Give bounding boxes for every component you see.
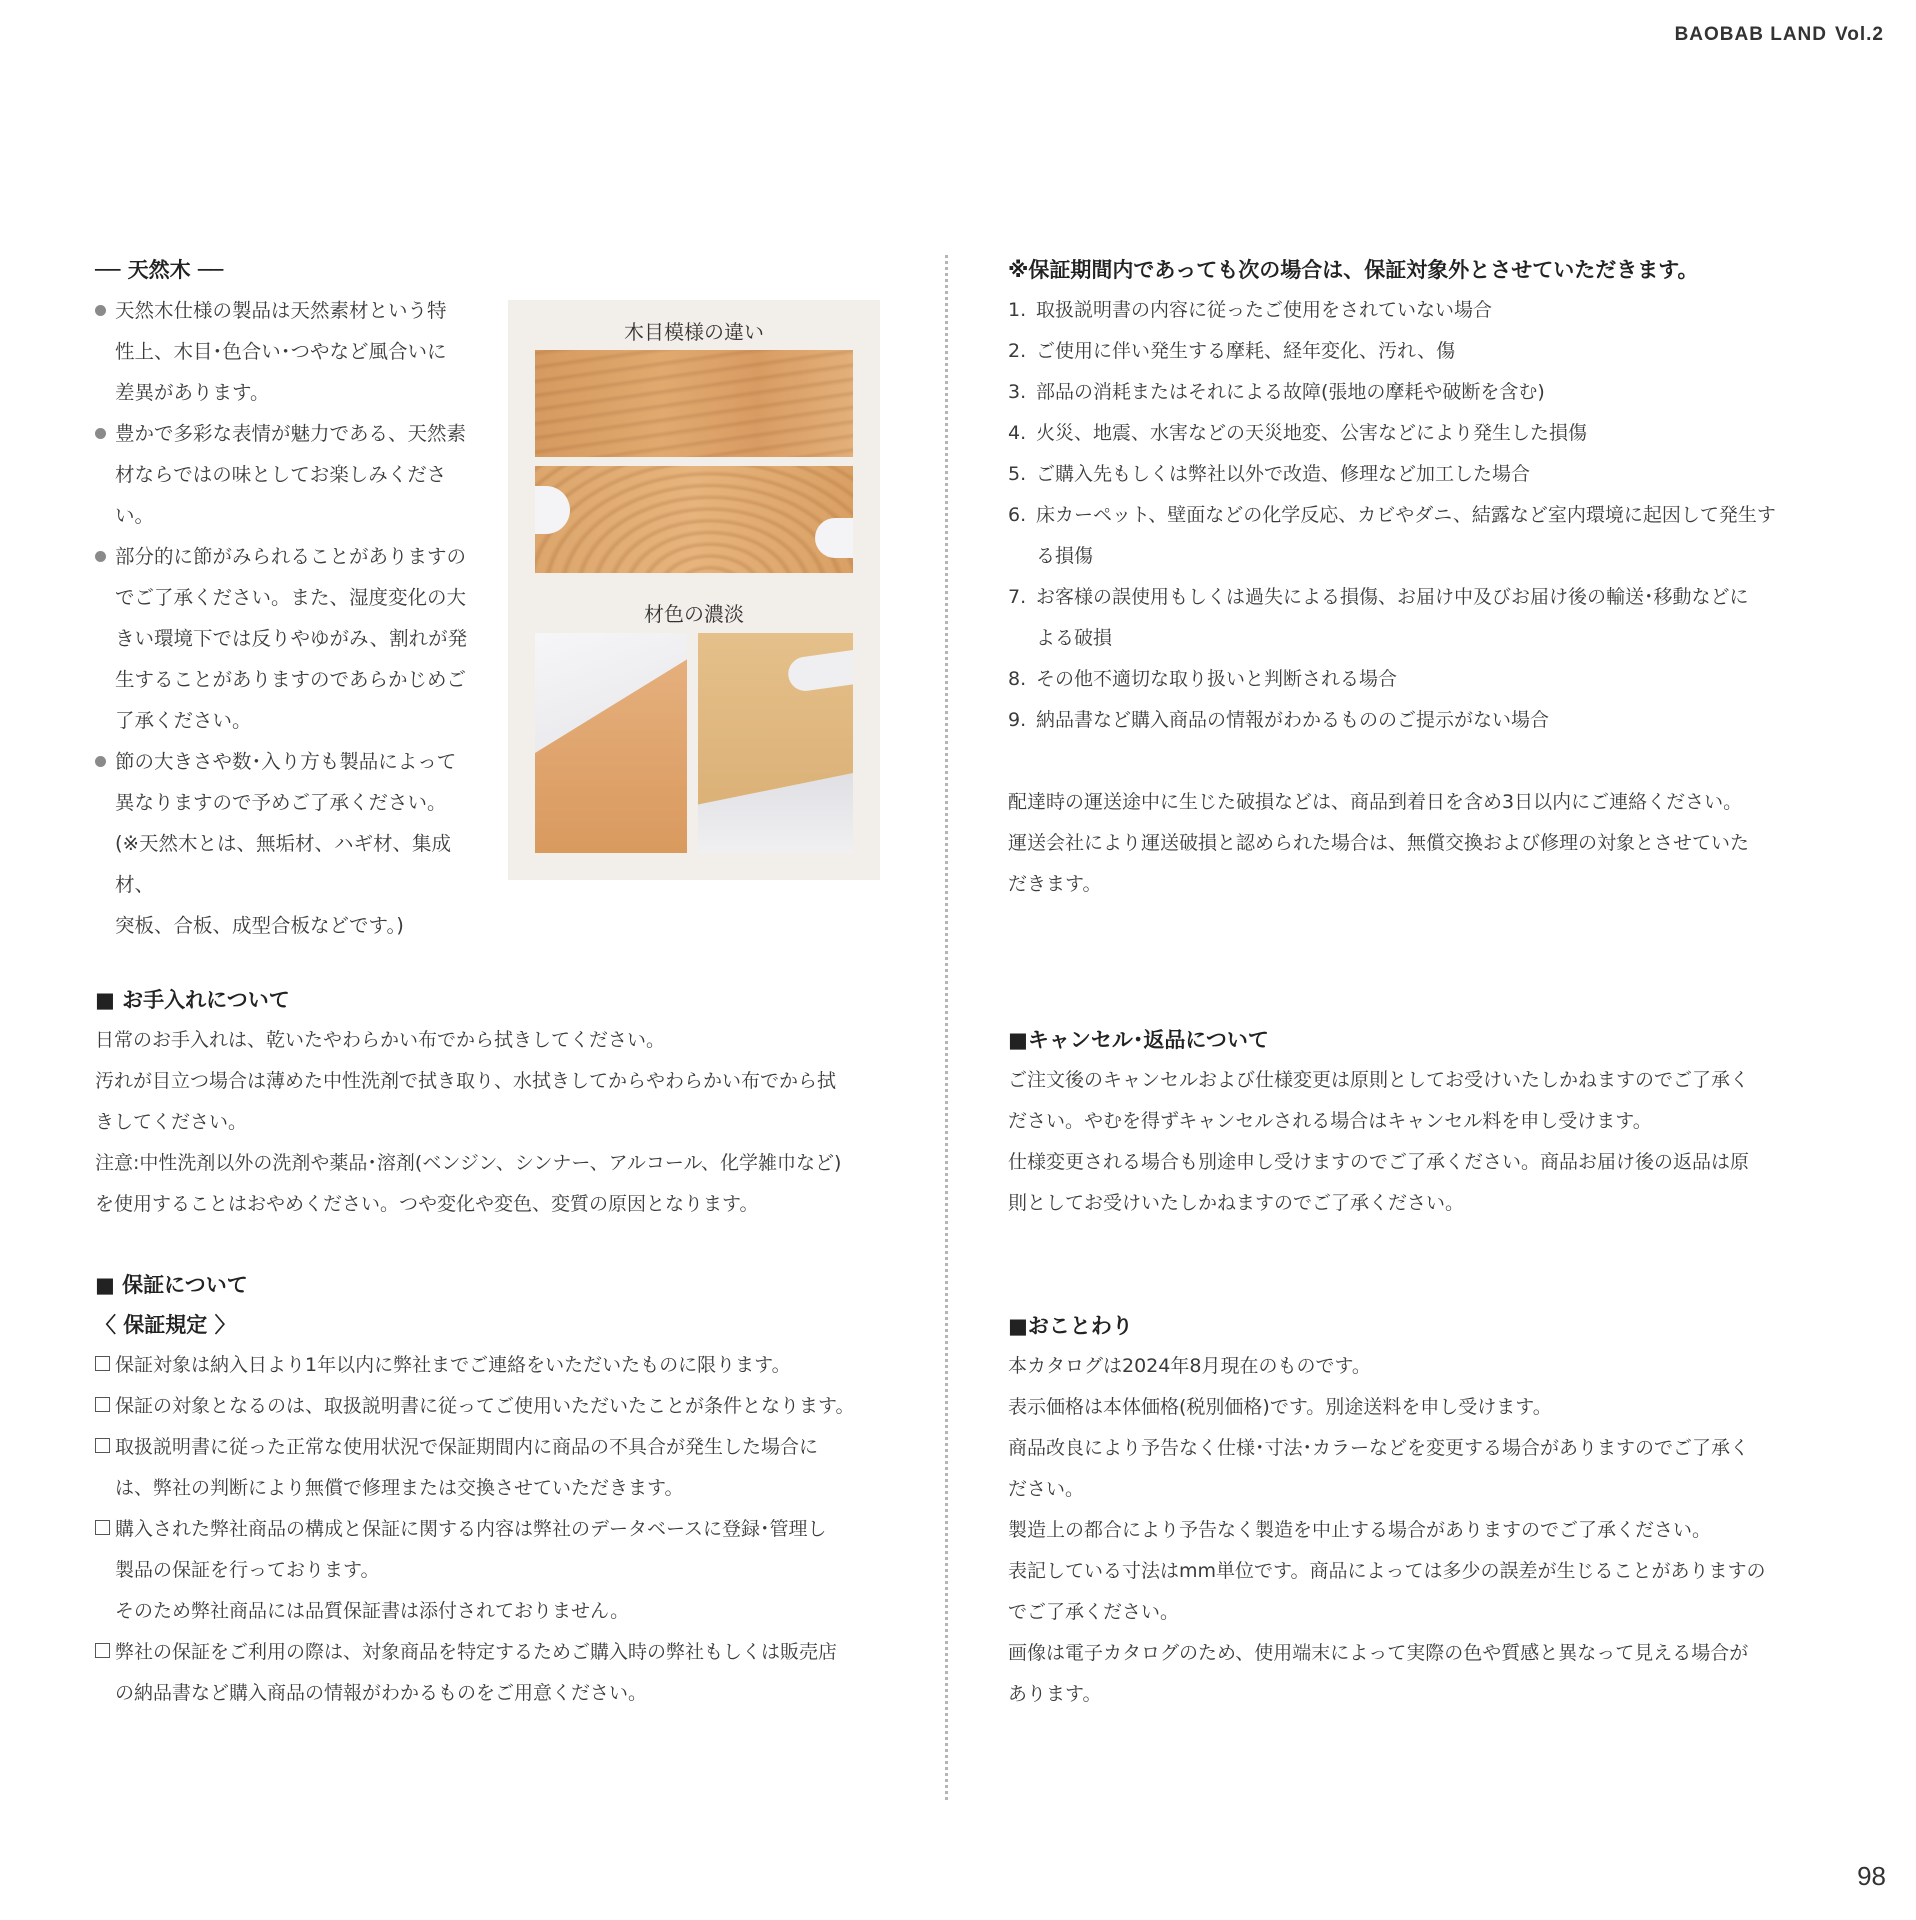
- care-line: 日常のお手入れは、乾いたやわらかい布でから拭きしてください。: [95, 1029, 666, 1051]
- cancel-line: 則としてお受けいたしかねますのでご了承ください。: [1008, 1192, 1465, 1214]
- warranty-line: 保証の対象となるのは、取扱説明書に従ってご使用いただいたことが条件となります。: [115, 1395, 855, 1417]
- warranty-item: [95, 1509, 885, 1632]
- bullet-icon: [95, 551, 106, 562]
- notice-line: でご了承ください。: [1008, 1601, 1180, 1623]
- cancel-section: [1008, 1020, 1808, 1224]
- checkbox-icon: [95, 1520, 110, 1535]
- item-number: 7.: [1008, 586, 1027, 608]
- notice-line: ださい。: [1008, 1478, 1085, 1500]
- wood-line: 天然木仕様の製品は天然素材という特: [115, 299, 447, 322]
- wood-grain-photo: [535, 466, 853, 573]
- exclusion-line: ご購入先もしくは弊社以外で改造、修理など加工した場合: [1036, 463, 1531, 485]
- notice-line: 表示価格は本体価格(税別価格)です。別途送料を申し受けます。: [1008, 1396, 1552, 1418]
- wood-line: 異なりますので予めご了承ください。: [115, 791, 447, 814]
- exclusion-line: よる破損: [1036, 627, 1113, 649]
- wood-line: 性上、木目･色合い･つやなど風合いに: [115, 340, 447, 363]
- wood-item: [95, 741, 475, 823]
- notice-line: 本カタログは2024年8月現在のものです。: [1008, 1355, 1371, 1377]
- warranty-subtitle: 〈 保証規定 〉: [95, 1313, 236, 1337]
- wood-tone-photo: [535, 633, 687, 853]
- delivery-line: だきます。: [1008, 873, 1102, 895]
- cancel-title: ■キャンセル･返品について: [1008, 1028, 1269, 1052]
- exclusions-section: [1008, 250, 1808, 905]
- exclusion-item: [1008, 700, 1808, 741]
- notice-section: [1008, 1306, 1808, 1715]
- warranty-item: [95, 1345, 885, 1386]
- wood-list: [95, 290, 475, 946]
- warranty-title: ■ 保証について: [95, 1273, 248, 1297]
- notice-line: 画像は電子カタログのため、使用端末によって実際の色や質感と異なって見える場合が: [1008, 1642, 1749, 1664]
- exclusion-item: [1008, 413, 1808, 454]
- wood-grain-photo: [535, 350, 853, 457]
- exclusion-line: る損傷: [1036, 545, 1094, 567]
- warranty-line: 製品の保証を行っております。: [115, 1559, 380, 1581]
- checkbox-icon: [95, 1356, 110, 1371]
- color-tone-label: 材色の濃淡: [644, 602, 744, 626]
- wood-note: [95, 823, 475, 946]
- care-title: ■ お手入れについて: [95, 988, 290, 1012]
- bullet-icon: [95, 756, 106, 767]
- item-number: 2.: [1008, 340, 1027, 362]
- warranty-item: [95, 1632, 885, 1714]
- notice-line: 製造上の都合により予告なく製造を中止する場合がありますのでご了承ください。: [1008, 1519, 1712, 1541]
- exclusion-item: [1008, 577, 1808, 659]
- checkbox-icon: [95, 1438, 110, 1453]
- exclusion-line: 火災、地震、水害などの天災地変、公害などにより発生した損傷: [1036, 422, 1588, 444]
- catalog-header: [1675, 24, 1884, 46]
- warranty-line: 弊社の保証をご利用の際は、対象商品を特定するためご購入時の弊社もしくは販売店: [115, 1641, 838, 1663]
- warranty-line: は、弊社の判断により無償で修理または交換させていただきます。: [115, 1477, 684, 1499]
- care-line: を使用することはおやめください。つや変化や変色、変質の原因となります。: [95, 1193, 759, 1215]
- checkbox-icon: [95, 1643, 110, 1658]
- delivery-line: 配達時の運送途中に生じた破損などは、商品到着日を含め3日以内にご連絡ください。: [1008, 791, 1743, 813]
- delivery-line: 運送会社により運送破損と認められた場合は、無償交換および修理の対象とさせていた: [1008, 832, 1750, 854]
- wood-tone-photo: [698, 633, 853, 853]
- exclusion-item: [1008, 454, 1808, 495]
- cancel-line: 仕様変更される場合も別途申し受けますのでご了承ください。商品お届け後の返品は原: [1008, 1151, 1750, 1173]
- warranty-item: [95, 1427, 885, 1509]
- wood-line: 豊かで多彩な表情が魅力である、天然素: [115, 422, 467, 445]
- exclusion-line: 床カーペット、壁面などの化学反応、カビやダニ、結露など室内環境に起因して発生す: [1036, 504, 1776, 526]
- wood-sample-panel: [508, 300, 880, 880]
- wood-title: ── 天然木 ──: [95, 258, 224, 282]
- exclusion-line: 納品書など購入商品の情報がわかるもののご提示がない場合: [1036, 709, 1550, 731]
- wood-note-line: (※天然木とは、無垢材、ハギ材、集成材、: [115, 832, 451, 896]
- exclusion-line: ご使用に伴い発生する摩耗、経年変化、汚れ、傷: [1036, 340, 1456, 362]
- wood-line: 了承ください。: [115, 709, 252, 732]
- item-number: 1.: [1008, 299, 1027, 321]
- wood-line: 差異があります。: [115, 381, 270, 404]
- notice-line: 表記している寸法はmm単位です。商品によっては多少の誤差が生じることがありますの: [1008, 1560, 1766, 1582]
- care-line: 注意:中性洗剤以外の洗剤や薬品･溶剤(ベンジン、シンナー、アルコール、化学雑巾など): [95, 1152, 842, 1174]
- warranty-line: 購入された弊社商品の構成と保証に関する内容は弊社のデータベースに登録･管理し: [115, 1518, 827, 1540]
- exclusion-line: お客様の誤使用もしくは過失による損傷、お届け中及びお届け後の輸送･移動などに: [1036, 586, 1749, 608]
- column-divider: [945, 255, 948, 1800]
- item-number: 6.: [1008, 504, 1027, 526]
- brand-name: BAOBAB LAND: [1674, 24, 1827, 45]
- notice-title: ■おことわり: [1008, 1314, 1133, 1338]
- exclusion-item: [1008, 659, 1808, 700]
- exclusion-line: 取扱説明書の内容に従ったご使用をされていない場合: [1036, 299, 1493, 321]
- wood-line: 節の大きさや数･入り方も製品によって: [115, 750, 457, 773]
- exclusion-item: [1008, 290, 1808, 331]
- warranty-line: の納品書など購入商品の情報がわかるものをご用意ください。: [115, 1682, 648, 1704]
- warranty-line: そのため弊社商品には品質保証書は添付されておりません。: [115, 1600, 630, 1622]
- item-number: 5.: [1008, 463, 1027, 485]
- wood-item: [95, 536, 475, 741]
- wood-line: きい環境下では反りやゆがみ、割れが発: [115, 627, 468, 650]
- exclusion-item: [1008, 495, 1808, 577]
- wood-line: 部分的に節がみられることがありますの: [115, 545, 467, 568]
- wood-line: 生することがありますのであらかじめご: [115, 668, 467, 691]
- warranty-line: 取扱説明書に従った正常な使用状況で保証期間内に商品の不具合が発生した場合に: [115, 1436, 819, 1458]
- warranty-section: [95, 1265, 885, 1714]
- exclusion-item: [1008, 372, 1808, 413]
- notice-line: 商品改良により予告なく仕様･寸法･カラーなどを変更する場合がありますのでご了承く: [1008, 1437, 1750, 1459]
- notice-line: あります。: [1008, 1683, 1102, 1705]
- care-section: [95, 980, 885, 1225]
- item-number: 4.: [1008, 422, 1027, 444]
- item-number: 9.: [1008, 709, 1027, 731]
- item-number: 8.: [1008, 668, 1027, 690]
- volume-label: Vol.2: [1835, 24, 1884, 45]
- exclusion-line: その他不適切な取り扱いと判断される場合: [1036, 668, 1398, 690]
- wood-line: でご了承ください。また、湿度変化の大: [115, 586, 467, 609]
- wood-item: [95, 290, 475, 413]
- page-number: 98: [1857, 1861, 1886, 1891]
- cancel-line: ご注文後のキャンセルおよび仕様変更は原則としてお受けいたしかねますのでご了承く: [1008, 1069, 1750, 1091]
- wood-note-line: 突板、合板、成型合板などです。): [115, 914, 404, 937]
- grain-difference-label: 木目模様の違い: [624, 320, 764, 344]
- cancel-line: ださい。やむを得ずキャンセルされる場合はキャンセル料を申し受けます。: [1008, 1110, 1652, 1132]
- item-number: 3.: [1008, 381, 1027, 403]
- warranty-item: [95, 1386, 885, 1427]
- bullet-icon: [95, 305, 106, 316]
- bullet-icon: [95, 428, 106, 439]
- warranty-line: 保証対象は納入日より1年以内に弊社までご連絡をいただいたものに限ります。: [115, 1354, 791, 1376]
- wood-line: 材ならではの味としてお楽しみください。: [115, 463, 447, 527]
- wood-item: [95, 413, 475, 536]
- care-line: 汚れが目立つ場合は薄めた中性洗剤で拭き取り、水拭きしてからやわらかい布でから拭: [95, 1070, 837, 1092]
- exclusions-title: ※保証期間内であっても次の場合は、保証対象外とさせていただきます。: [1008, 258, 1699, 282]
- care-line: きしてください。: [95, 1111, 248, 1133]
- exclusion-line: 部品の消耗またはそれによる故障(張地の摩耗や破断を含む): [1036, 381, 1545, 403]
- checkbox-icon: [95, 1397, 110, 1412]
- exclusion-item: [1008, 331, 1808, 372]
